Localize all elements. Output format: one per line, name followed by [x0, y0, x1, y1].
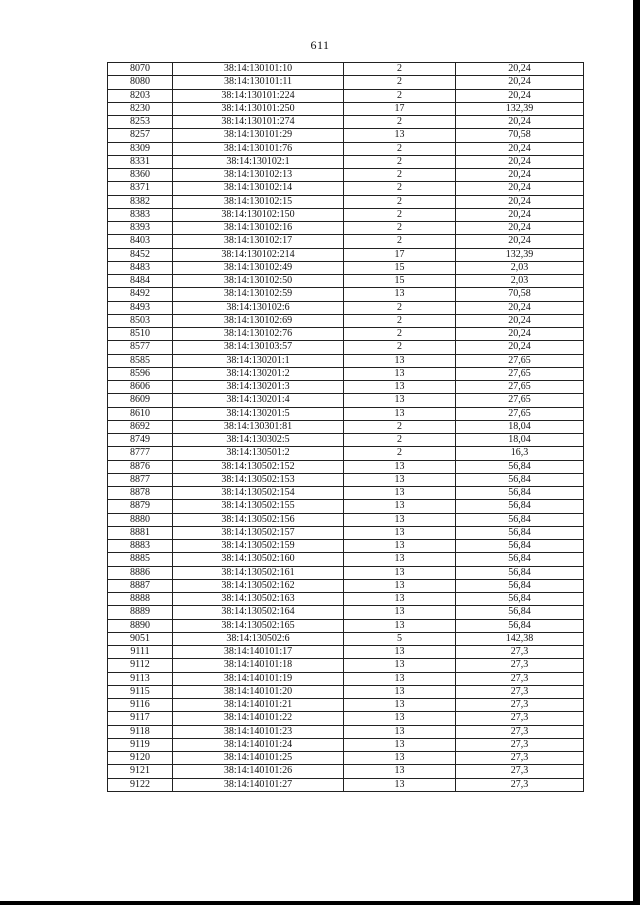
cadastral-number-cell: 38:14:140101:24 [173, 738, 344, 751]
cadastral-number-cell: 38:14:130101:29 [173, 129, 344, 142]
row-number-cell: 8309 [108, 142, 173, 155]
code-cell: 13 [344, 407, 456, 420]
code-cell: 13 [344, 593, 456, 606]
code-cell: 2 [344, 314, 456, 327]
cadastral-number-cell: 38:14:130502:160 [173, 553, 344, 566]
value-cell: 142,38 [456, 632, 584, 645]
row-number-cell: 9116 [108, 699, 173, 712]
value-cell: 27,3 [456, 646, 584, 659]
code-cell: 13 [344, 460, 456, 473]
row-number-cell: 8080 [108, 76, 173, 89]
cadastral-number-cell: 38:14:140101:27 [173, 778, 344, 791]
code-cell: 2 [344, 301, 456, 314]
cadastral-number-cell: 38:14:130502:163 [173, 593, 344, 606]
table-row [108, 288, 584, 301]
code-cell: 13 [344, 699, 456, 712]
row-number-cell: 8393 [108, 222, 173, 235]
row-number-cell: 8203 [108, 89, 173, 102]
table-row [108, 169, 584, 182]
cadastral-number-cell: 38:14:130502:152 [173, 460, 344, 473]
row-number-cell: 8070 [108, 63, 173, 76]
cadastral-number-cell: 38:14:130301:81 [173, 420, 344, 433]
row-number-cell: 8253 [108, 116, 173, 129]
table-row [108, 248, 584, 261]
code-cell: 13 [344, 765, 456, 778]
value-cell: 56,84 [456, 553, 584, 566]
row-number-cell: 8257 [108, 129, 173, 142]
row-number-cell: 9113 [108, 672, 173, 685]
table-row [108, 765, 584, 778]
table-row [108, 63, 584, 76]
cadastral-number-cell: 38:14:130102:16 [173, 222, 344, 235]
value-cell: 56,84 [456, 579, 584, 592]
table-row [108, 235, 584, 248]
table-row [108, 394, 584, 407]
value-cell: 20,24 [456, 314, 584, 327]
cadastral-number-cell: 38:14:140101:18 [173, 659, 344, 672]
code-cell: 13 [344, 646, 456, 659]
value-cell: 27,3 [456, 778, 584, 791]
value-cell: 27,3 [456, 725, 584, 738]
cadastral-number-cell: 38:14:130101:76 [173, 142, 344, 155]
row-number-cell: 9120 [108, 752, 173, 765]
row-number-cell: 9121 [108, 765, 173, 778]
cadastral-number-cell: 38:14:130101:250 [173, 102, 344, 115]
cadastral-number-cell: 38:14:130502:159 [173, 540, 344, 553]
row-number-cell: 9119 [108, 738, 173, 751]
value-cell: 56,84 [456, 487, 584, 500]
value-cell: 27,3 [456, 752, 584, 765]
value-cell: 56,84 [456, 473, 584, 486]
row-number-cell: 8876 [108, 460, 173, 473]
cadastral-number-cell: 38:14:130102:69 [173, 314, 344, 327]
code-cell: 13 [344, 381, 456, 394]
table-row [108, 473, 584, 486]
row-number-cell: 8230 [108, 102, 173, 115]
row-number-cell: 8885 [108, 553, 173, 566]
table-row [108, 301, 584, 314]
cadastral-number-cell: 38:14:140101:22 [173, 712, 344, 725]
table-row [108, 155, 584, 168]
value-cell: 20,24 [456, 155, 584, 168]
value-cell: 27,3 [456, 659, 584, 672]
cadastral-number-cell: 38:14:130502:156 [173, 513, 344, 526]
code-cell: 15 [344, 261, 456, 274]
code-cell: 13 [344, 540, 456, 553]
code-cell: 2 [344, 222, 456, 235]
table-row [108, 752, 584, 765]
table-row [108, 367, 584, 380]
scan-edge-right [633, 0, 640, 905]
value-cell: 132,39 [456, 248, 584, 261]
value-cell: 20,24 [456, 89, 584, 102]
value-cell: 70,58 [456, 288, 584, 301]
value-cell: 56,84 [456, 526, 584, 539]
cadastral-number-cell: 38:14:140101:25 [173, 752, 344, 765]
value-cell: 20,24 [456, 76, 584, 89]
table-row [108, 619, 584, 632]
value-cell: 27,3 [456, 765, 584, 778]
value-cell: 20,24 [456, 341, 584, 354]
code-cell: 13 [344, 712, 456, 725]
table-row [108, 195, 584, 208]
table-row [108, 407, 584, 420]
value-cell: 56,84 [456, 619, 584, 632]
code-cell: 2 [344, 89, 456, 102]
table-row [108, 738, 584, 751]
value-cell: 16,3 [456, 447, 584, 460]
code-cell: 13 [344, 367, 456, 380]
value-cell: 56,84 [456, 513, 584, 526]
table-row [108, 261, 584, 274]
row-number-cell: 8483 [108, 261, 173, 274]
cadastral-number-cell: 38:14:130101:11 [173, 76, 344, 89]
table-row [108, 606, 584, 619]
cadastral-number-cell: 38:14:130101:274 [173, 116, 344, 129]
row-number-cell: 9118 [108, 725, 173, 738]
code-cell: 13 [344, 553, 456, 566]
value-cell: 70,58 [456, 129, 584, 142]
cadastral-number-cell: 38:14:130502:6 [173, 632, 344, 645]
row-number-cell: 8606 [108, 381, 173, 394]
value-cell: 20,24 [456, 195, 584, 208]
row-number-cell: 9111 [108, 646, 173, 659]
value-cell: 27,3 [456, 738, 584, 751]
value-cell: 56,84 [456, 540, 584, 553]
table-row [108, 222, 584, 235]
table-row [108, 314, 584, 327]
row-number-cell: 8777 [108, 447, 173, 460]
value-cell: 20,24 [456, 301, 584, 314]
code-cell: 13 [344, 526, 456, 539]
code-cell: 13 [344, 473, 456, 486]
table-row [108, 725, 584, 738]
code-cell: 2 [344, 182, 456, 195]
table-row [108, 659, 584, 672]
row-number-cell: 9112 [108, 659, 173, 672]
code-cell: 13 [344, 685, 456, 698]
code-cell: 2 [344, 341, 456, 354]
code-cell: 13 [344, 725, 456, 738]
value-cell: 27,3 [456, 685, 584, 698]
value-cell: 27,3 [456, 712, 584, 725]
row-number-cell: 8484 [108, 275, 173, 288]
cadastral-number-cell: 38:14:140101:19 [173, 672, 344, 685]
row-number-cell: 8886 [108, 566, 173, 579]
row-number-cell: 8879 [108, 500, 173, 513]
code-cell: 2 [344, 116, 456, 129]
cadastral-number-cell: 38:14:130102:6 [173, 301, 344, 314]
row-number-cell: 8883 [108, 540, 173, 553]
value-cell: 56,84 [456, 566, 584, 579]
code-cell: 2 [344, 434, 456, 447]
cadastral-number-cell: 38:14:130201:5 [173, 407, 344, 420]
value-cell: 132,39 [456, 102, 584, 115]
row-number-cell: 8503 [108, 314, 173, 327]
code-cell: 2 [344, 447, 456, 460]
row-number-cell: 8360 [108, 169, 173, 182]
table-row [108, 553, 584, 566]
code-cell: 5 [344, 632, 456, 645]
row-number-cell: 8403 [108, 235, 173, 248]
table-row [108, 328, 584, 341]
cadastral-number-cell: 38:14:130102:1 [173, 155, 344, 168]
value-cell: 27,3 [456, 672, 584, 685]
row-number-cell: 8888 [108, 593, 173, 606]
table-row [108, 778, 584, 791]
cadastral-number-cell: 38:14:130102:14 [173, 182, 344, 195]
table-row [108, 685, 584, 698]
table-body [108, 63, 584, 792]
row-number-cell: 8577 [108, 341, 173, 354]
code-cell: 13 [344, 513, 456, 526]
value-cell: 27,65 [456, 394, 584, 407]
row-number-cell: 8880 [108, 513, 173, 526]
row-number-cell: 9122 [108, 778, 173, 791]
code-cell: 13 [344, 672, 456, 685]
cadastral-number-cell: 38:14:130201:1 [173, 354, 344, 367]
code-cell: 13 [344, 288, 456, 301]
code-cell: 13 [344, 394, 456, 407]
cadastral-number-cell: 38:14:130101:10 [173, 63, 344, 76]
value-cell: 20,24 [456, 169, 584, 182]
row-number-cell: 9115 [108, 685, 173, 698]
value-cell: 27,65 [456, 367, 584, 380]
row-number-cell: 8877 [108, 473, 173, 486]
table-row [108, 579, 584, 592]
table-row [108, 434, 584, 447]
code-cell: 2 [344, 235, 456, 248]
cadastral-number-cell: 38:14:130201:3 [173, 381, 344, 394]
table-row [108, 208, 584, 221]
code-cell: 17 [344, 248, 456, 261]
code-cell: 17 [344, 102, 456, 115]
value-cell: 20,24 [456, 142, 584, 155]
table-row [108, 102, 584, 115]
value-cell: 20,24 [456, 208, 584, 221]
table-row [108, 142, 584, 155]
cadastral-number-cell: 38:14:130502:161 [173, 566, 344, 579]
value-cell: 27,65 [456, 381, 584, 394]
code-cell: 2 [344, 420, 456, 433]
row-number-cell: 8452 [108, 248, 173, 261]
value-cell: 56,84 [456, 500, 584, 513]
code-cell: 2 [344, 155, 456, 168]
table-row [108, 76, 584, 89]
cadastral-number-cell: 38:14:130102:150 [173, 208, 344, 221]
code-cell: 13 [344, 606, 456, 619]
cadastral-number-cell: 38:14:130102:13 [173, 169, 344, 182]
value-cell: 27,3 [456, 699, 584, 712]
row-number-cell: 8881 [108, 526, 173, 539]
value-cell: 27,65 [456, 354, 584, 367]
table-row [108, 513, 584, 526]
cadastral-number-cell: 38:14:130102:50 [173, 275, 344, 288]
value-cell: 27,65 [456, 407, 584, 420]
row-number-cell: 8383 [108, 208, 173, 221]
row-number-cell: 8510 [108, 328, 173, 341]
table-row [108, 699, 584, 712]
table-row [108, 129, 584, 142]
table-row [108, 487, 584, 500]
code-cell: 13 [344, 579, 456, 592]
data-table [107, 62, 584, 792]
row-number-cell: 8889 [108, 606, 173, 619]
cadastral-number-cell: 38:14:130502:153 [173, 473, 344, 486]
value-cell: 56,84 [456, 460, 584, 473]
cadastral-number-cell: 38:14:140101:20 [173, 685, 344, 698]
code-cell: 13 [344, 354, 456, 367]
code-cell: 13 [344, 487, 456, 500]
code-cell: 13 [344, 752, 456, 765]
value-cell: 20,24 [456, 222, 584, 235]
row-number-cell: 8609 [108, 394, 173, 407]
table-row [108, 89, 584, 102]
cadastral-number-cell: 38:14:130502:164 [173, 606, 344, 619]
cadastral-number-cell: 38:14:140101:17 [173, 646, 344, 659]
table-row [108, 182, 584, 195]
table-row [108, 354, 584, 367]
table-row [108, 712, 584, 725]
cadastral-number-cell: 38:14:130102:59 [173, 288, 344, 301]
cadastral-number-cell: 38:14:130201:4 [173, 394, 344, 407]
table-row [108, 526, 584, 539]
row-number-cell: 9051 [108, 632, 173, 645]
value-cell: 20,24 [456, 328, 584, 341]
cadastral-number-cell: 38:14:130501:2 [173, 447, 344, 460]
row-number-cell: 8749 [108, 434, 173, 447]
code-cell: 2 [344, 169, 456, 182]
table-row [108, 460, 584, 473]
cadastral-number-cell: 38:14:130502:154 [173, 487, 344, 500]
cadastral-number-cell: 38:14:140101:21 [173, 699, 344, 712]
code-cell: 2 [344, 63, 456, 76]
code-cell: 13 [344, 619, 456, 632]
table-row [108, 500, 584, 513]
cadastral-number-cell: 38:14:130201:2 [173, 367, 344, 380]
code-cell: 13 [344, 778, 456, 791]
table-row [108, 632, 584, 645]
cadastral-number-cell: 38:14:130502:165 [173, 619, 344, 632]
cadastral-number-cell: 38:14:130102:49 [173, 261, 344, 274]
cadastral-number-cell: 38:14:130502:162 [173, 579, 344, 592]
value-cell: 20,24 [456, 63, 584, 76]
value-cell: 2,03 [456, 275, 584, 288]
cadastral-number-cell: 38:14:130502:157 [173, 526, 344, 539]
value-cell: 18,04 [456, 420, 584, 433]
table-row [108, 116, 584, 129]
row-number-cell: 9117 [108, 712, 173, 725]
row-number-cell: 8492 [108, 288, 173, 301]
code-cell: 2 [344, 195, 456, 208]
value-cell: 56,84 [456, 593, 584, 606]
code-cell: 13 [344, 500, 456, 513]
cadastral-number-cell: 38:14:130102:214 [173, 248, 344, 261]
row-number-cell: 8596 [108, 367, 173, 380]
table-row [108, 566, 584, 579]
row-number-cell: 8382 [108, 195, 173, 208]
code-cell: 15 [344, 275, 456, 288]
scan-edge-bottom [0, 901, 640, 905]
row-number-cell: 8371 [108, 182, 173, 195]
value-cell: 20,24 [456, 116, 584, 129]
cadastral-number-cell: 38:14:130103:57 [173, 341, 344, 354]
value-cell: 20,24 [456, 182, 584, 195]
value-cell: 2,03 [456, 261, 584, 274]
cadastral-number-cell: 38:14:130102:15 [173, 195, 344, 208]
code-cell: 2 [344, 76, 456, 89]
code-cell: 13 [344, 566, 456, 579]
cadastral-number-cell: 38:14:140101:23 [173, 725, 344, 738]
row-number-cell: 8878 [108, 487, 173, 500]
code-cell: 13 [344, 659, 456, 672]
table-row [108, 646, 584, 659]
value-cell: 56,84 [456, 606, 584, 619]
value-cell: 18,04 [456, 434, 584, 447]
code-cell: 2 [344, 328, 456, 341]
table-row [108, 275, 584, 288]
table-row [108, 381, 584, 394]
cadastral-number-cell: 38:14:130502:155 [173, 500, 344, 513]
row-number-cell: 8692 [108, 420, 173, 433]
code-cell: 13 [344, 738, 456, 751]
row-number-cell: 8610 [108, 407, 173, 420]
cadastral-number-cell: 38:14:140101:26 [173, 765, 344, 778]
value-cell: 20,24 [456, 235, 584, 248]
table-row [108, 341, 584, 354]
cadastral-number-cell: 38:14:130302:5 [173, 434, 344, 447]
table-row [108, 540, 584, 553]
cadastral-number-cell: 38:14:130101:224 [173, 89, 344, 102]
table-row [108, 593, 584, 606]
cadastral-number-cell: 38:14:130102:17 [173, 235, 344, 248]
code-cell: 2 [344, 208, 456, 221]
table-row [108, 420, 584, 433]
row-number-cell: 8887 [108, 579, 173, 592]
table-row [108, 672, 584, 685]
row-number-cell: 8890 [108, 619, 173, 632]
code-cell: 2 [344, 142, 456, 155]
table-row [108, 447, 584, 460]
row-number-cell: 8493 [108, 301, 173, 314]
page-number: 611 [310, 38, 330, 52]
row-number-cell: 8331 [108, 155, 173, 168]
row-number-cell: 8585 [108, 354, 173, 367]
cadastral-number-cell: 38:14:130102:76 [173, 328, 344, 341]
code-cell: 13 [344, 129, 456, 142]
